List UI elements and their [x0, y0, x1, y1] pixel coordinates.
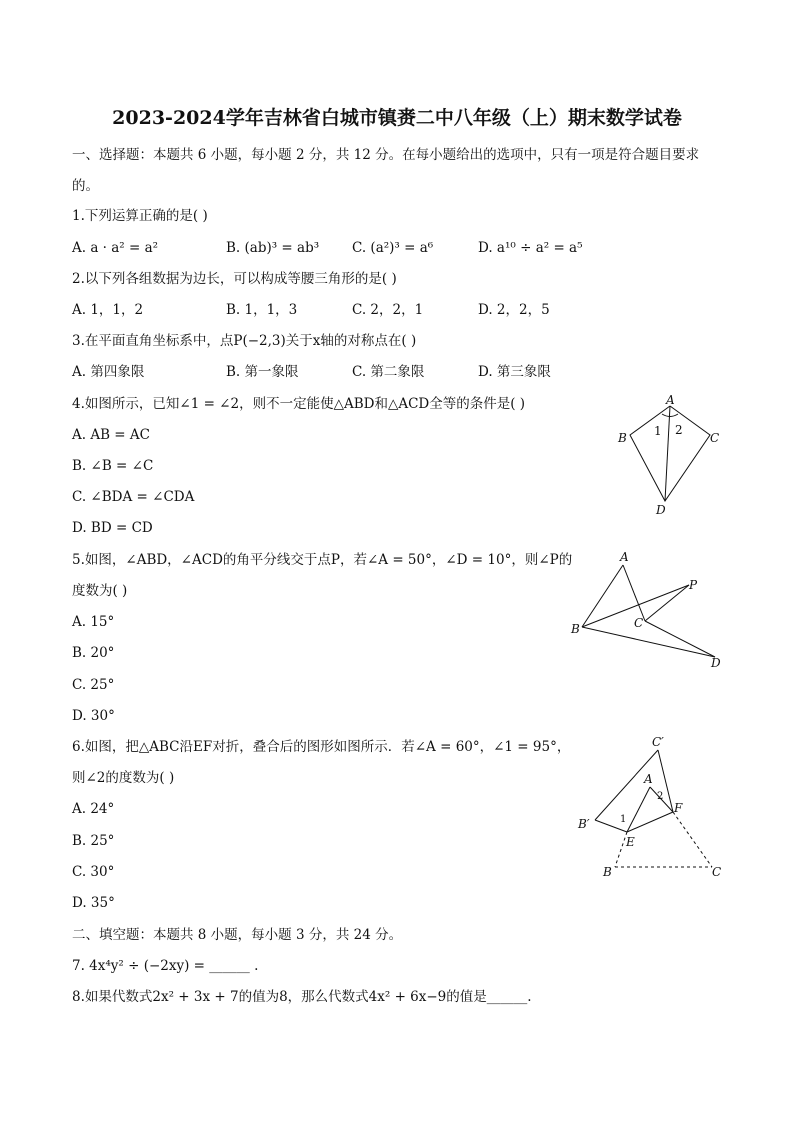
fig6-f-c-dashed	[673, 812, 712, 867]
question-4-stem: 4.如图所示，已知∠1 = ∠2，则不一定能使△ABD和△ACD全等的条件是( )	[72, 396, 526, 412]
fig4-label-b: B	[618, 431, 627, 445]
fig6-label-e: E	[626, 835, 635, 849]
question-2-option-a: A. 1，1，2	[72, 302, 144, 318]
question-6-stem-line1: 6.如图，把△ABC沿EF对折，叠合后的图形如图所示．若∠A = 60°，∠1 = 95°，	[72, 739, 571, 755]
fig6-e-f	[627, 812, 673, 832]
question-5-option-b: B. 20°	[72, 645, 115, 661]
fig6-label-c: C	[712, 865, 722, 879]
fig6-e-a	[627, 787, 650, 832]
question-1-option-a: A. a · a² = a²	[72, 240, 159, 256]
page-title: 2023-2024学年吉林省白城市镇赉二中八年级（上）期末数学试卷	[112, 107, 682, 129]
fig4-label-a: A	[666, 393, 675, 407]
question-6-option-a: A. 24°	[72, 801, 115, 817]
fig4-ad-line	[665, 406, 670, 501]
figure-question-4	[600, 388, 740, 523]
question-2-stem: 2.以下列各组数据为边长，可以构成等腰三角形的是( )	[72, 271, 397, 287]
fig4-quadrilateral	[630, 406, 710, 501]
fig6-label-1: 1	[620, 814, 627, 825]
fig4-label-1: 1	[654, 424, 662, 438]
figure-question-6	[570, 732, 735, 882]
fig5-ac	[623, 565, 645, 621]
fig6-label-2: 2	[657, 791, 664, 802]
question-6-option-b: B. 25°	[72, 833, 115, 849]
question-6-option-c: C. 30°	[72, 864, 115, 880]
fig4-label-d: D	[656, 503, 666, 517]
question-5-option-a: A. 15°	[72, 614, 115, 630]
fig5-label-b: B	[571, 622, 580, 636]
fig6-cprime-f	[658, 750, 673, 812]
fig6-label-bprime: B′	[578, 817, 590, 831]
fig5-cp	[645, 585, 689, 621]
fig6-label-f: F	[674, 801, 683, 815]
question-1-option-c: C. (a²)³ = a⁶	[352, 240, 434, 256]
fig5-ab	[582, 565, 623, 627]
question-3-stem: 3.在平面直角坐标系中，点P(−2,3)关于x轴的对称点在( )	[72, 333, 417, 349]
question-3-option-c: C. 第二象限	[352, 364, 425, 380]
section-1-heading-line2: 的。	[72, 178, 99, 194]
fig5-label-d: D	[711, 656, 721, 670]
question-6-option-d: D. 35°	[72, 895, 115, 911]
question-5-option-c: C. 25°	[72, 677, 115, 693]
question-4-option-b: B. ∠B = ∠C	[72, 458, 154, 474]
question-2-option-b: B. 1，1，3	[226, 302, 298, 318]
fig4-label-2: 2	[675, 423, 683, 437]
question-7: 7. 4x⁴y² ÷ (−2xy) = ______ .	[72, 958, 259, 974]
fig5-label-c: C	[634, 616, 644, 630]
fig5-cd	[645, 621, 715, 657]
question-2-option-d: D. 2，2，5	[478, 302, 550, 318]
fig4-label-c: C	[710, 431, 720, 445]
question-4-option-c: C. ∠BDA = ∠CDA	[72, 489, 195, 505]
fig5-label-a: A	[620, 550, 629, 564]
question-6-stem-line2: 则∠2的度数为( )	[72, 770, 175, 786]
question-8: 8.如果代数式2x² + 3x + 7的值为8，那么代数式4x² + 6x−9的值是______.	[72, 989, 532, 1005]
section-2-heading: 二、填空题：本题共 8 小题，每小题 3 分，共 24 分。	[72, 927, 403, 943]
question-5-stem-line2: 度数为( )	[72, 583, 128, 599]
question-5-option-d: D. 30°	[72, 708, 115, 724]
question-3-option-b: B. 第一象限	[226, 364, 299, 380]
question-3-option-d: D. 第三象限	[478, 364, 551, 380]
question-4-option-d: D. BD = CD	[72, 520, 153, 536]
question-4-option-a: A. AB = AC	[72, 427, 150, 443]
fig5-bd	[582, 627, 715, 657]
fig6-label-a: A	[644, 772, 653, 786]
fig6-label-cprime: C′	[652, 735, 664, 749]
question-1-option-d: D. a¹⁰ ÷ a² = a⁵	[478, 240, 583, 256]
fig5-label-p: P	[689, 578, 698, 592]
question-5-stem-line1: 5.如图，∠ABD，∠ACD的角平分线交于点P，若∠A = 50°，∠D = 10°，则∠P的	[72, 552, 573, 568]
section-1-heading-line1: 一、选择题：本题共 6 小题，每小题 2 分，共 12 分。在每小题给出的选项中，只有一项是符合题目要求	[72, 147, 700, 163]
fig6-label-b: B	[603, 865, 612, 879]
question-2-option-c: C. 2，2，1	[352, 302, 424, 318]
question-3-option-a: A. 第四象限	[72, 364, 145, 380]
question-1-option-b: B. (ab)³ = ab³	[226, 240, 320, 256]
figure-question-5	[565, 545, 735, 673]
question-1-stem: 1.下列运算正确的是( )	[72, 208, 208, 224]
